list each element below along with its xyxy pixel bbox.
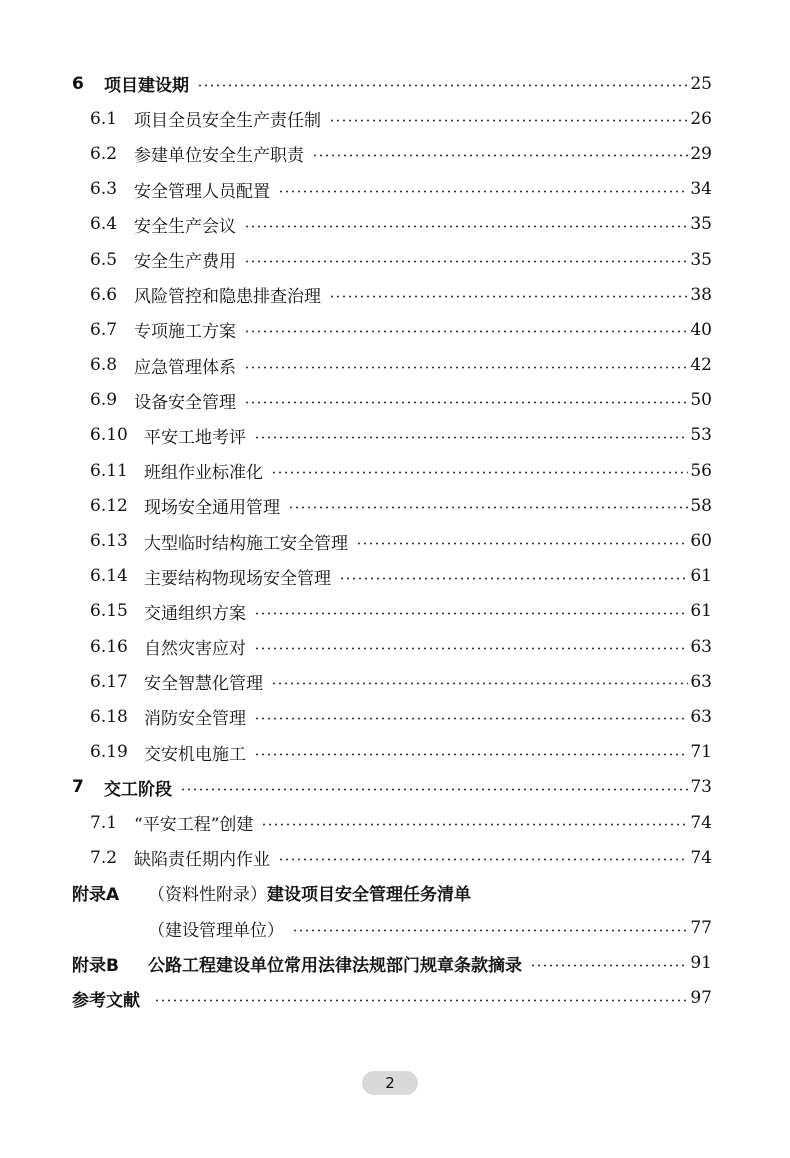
leader-dots (329, 119, 688, 122)
leader-dots (278, 190, 688, 193)
toc-note: （资料性附录） (148, 885, 267, 906)
toc-page: 74 (690, 812, 712, 833)
toc-page: 34 (690, 179, 712, 200)
toc-entry[interactable] (72, 418, 712, 453)
toc-title: 安全生产会议 (134, 216, 236, 237)
toc-number: 6.19 (90, 742, 128, 763)
toc-page: 35 (690, 214, 712, 235)
toc-page: 38 (690, 284, 712, 305)
toc-number: 6.5 (90, 249, 118, 270)
toc-number: 6.4 (90, 214, 118, 235)
toc-entry[interactable] (72, 207, 712, 242)
toc-page: 61 (690, 601, 712, 622)
toc-entry-references[interactable] (72, 981, 712, 1016)
leader-dots (356, 542, 688, 545)
table-of-contents (72, 66, 712, 1016)
leader-dots (288, 506, 688, 509)
toc-title: 建设项目安全管理任务清单 (267, 885, 471, 906)
toc-title: 设备安全管理 (134, 392, 236, 413)
toc-entry[interactable] (72, 277, 712, 312)
toc-page: 61 (690, 566, 712, 587)
toc-title: 班组作业标准化 (144, 463, 263, 484)
toc-page: 60 (690, 531, 712, 552)
toc-entry[interactable] (72, 735, 712, 770)
toc-entry[interactable] (72, 523, 712, 558)
toc-page: 77 (690, 918, 712, 939)
leader-dots (254, 647, 688, 650)
toc-title: 参考文献 (72, 990, 140, 1011)
leader-dots (244, 260, 688, 263)
toc-entry[interactable] (72, 664, 712, 699)
toc-number: 6.8 (90, 355, 118, 376)
toc-entry[interactable] (72, 172, 712, 207)
toc-title: 消防安全管理 (144, 709, 246, 730)
toc-number: 6.14 (90, 566, 128, 587)
toc-number: 6.2 (90, 143, 118, 164)
page-number-badge: 2 (362, 1071, 418, 1095)
toc-entry[interactable] (72, 348, 712, 383)
toc-number: 6.12 (90, 495, 128, 516)
toc-title: （建设管理单位） (148, 920, 284, 941)
toc-entry-appendix-b[interactable] (72, 946, 712, 981)
toc-entry[interactable] (72, 840, 712, 875)
toc-entry[interactable] (72, 629, 712, 664)
toc-page: 56 (690, 460, 712, 481)
toc-number: 6.6 (90, 284, 118, 305)
toc-number: 6.16 (90, 636, 128, 657)
leader-dots (312, 154, 688, 157)
toc-number: 6.13 (90, 531, 128, 552)
toc-page: 63 (690, 706, 712, 727)
leader-dots (339, 577, 688, 580)
leader-dots (244, 225, 688, 228)
toc-title: 大型临时结构施工安全管理 (144, 533, 348, 554)
toc-page: 74 (690, 847, 712, 868)
toc-number: 6.18 (90, 706, 128, 727)
toc-page: 25 (690, 73, 712, 94)
toc-page: 40 (690, 319, 712, 340)
toc-title: 项目全员安全生产责任制 (134, 111, 321, 132)
leader-dots (329, 295, 688, 298)
toc-number: 附录A (72, 885, 120, 906)
toc-page: 26 (690, 108, 712, 129)
toc-page: 58 (690, 495, 712, 516)
toc-number: 7.1 (90, 812, 118, 833)
toc-title: 安全管理人员配置 (134, 181, 270, 202)
toc-title: 参建单位安全生产职责 (134, 146, 304, 167)
leader-dots (292, 929, 688, 932)
leader-dots (154, 999, 688, 1002)
leader-dots (271, 471, 688, 474)
toc-title: 公路工程建设单位常用法律法规部门规章条款摘录 (148, 955, 522, 976)
toc-number: 6.11 (90, 460, 128, 481)
toc-number: 6.9 (90, 390, 118, 411)
toc-number: 6.17 (90, 671, 128, 692)
toc-title: 自然灾害应对 (144, 639, 246, 660)
leader-dots (254, 436, 688, 439)
toc-title: 平安工地考评 (144, 427, 246, 448)
leader-dots (197, 84, 688, 87)
toc-title: 交通组织方案 (144, 603, 246, 624)
toc-number: 6.3 (90, 179, 118, 200)
toc-number: 6.10 (90, 425, 128, 446)
toc-title: 安全生产费用 (134, 252, 236, 273)
toc-title: 应急管理体系 (134, 357, 236, 378)
toc-title: 交安机电施工 (144, 744, 246, 765)
section-7-entries (72, 805, 712, 875)
toc-page: 42 (690, 355, 712, 376)
leader-dots (261, 823, 688, 826)
leader-dots (254, 612, 688, 615)
toc-entry-6[interactable] (72, 66, 712, 101)
leader-dots (271, 682, 688, 685)
toc-entry[interactable] (72, 101, 712, 136)
toc-page: 35 (690, 249, 712, 270)
toc-entry[interactable] (72, 453, 712, 488)
toc-title: 缺陷责任期内作业 (134, 850, 270, 871)
section-6-entries (72, 101, 712, 770)
toc-page: 71 (690, 742, 712, 763)
toc-entry[interactable] (72, 383, 712, 418)
toc-title: 交工阶段 (104, 779, 172, 800)
leader-dots (244, 401, 688, 404)
toc-title: 项目建设期 (104, 76, 189, 97)
toc-page: 73 (690, 777, 712, 798)
leader-dots (254, 753, 688, 756)
toc-entry[interactable] (72, 805, 712, 840)
toc-page: 91 (690, 953, 712, 974)
toc-title: 专项施工方案 (134, 322, 236, 343)
toc-entry-7[interactable] (72, 770, 712, 805)
toc-page: 63 (690, 671, 712, 692)
toc-entry[interactable] (72, 242, 712, 277)
toc-entry[interactable] (72, 699, 712, 734)
leader-dots (254, 717, 688, 720)
toc-title: 风险管控和隐患排查治理 (134, 287, 321, 308)
toc-page: 63 (690, 636, 712, 657)
leader-dots (244, 330, 688, 333)
toc-entry[interactable] (72, 559, 712, 594)
toc-page: 97 (690, 988, 712, 1009)
leader-dots (278, 858, 688, 861)
toc-number: 附录B (72, 955, 119, 976)
leader-dots (180, 788, 688, 791)
toc-entry[interactable] (72, 594, 712, 629)
toc-number: 6.7 (90, 319, 118, 340)
toc-entry[interactable] (72, 312, 712, 347)
toc-title: “平安工程”创建 (134, 815, 254, 836)
toc-title: 安全智慧化管理 (144, 674, 263, 695)
toc-entry[interactable] (72, 136, 712, 171)
toc-number: 6.1 (90, 108, 118, 129)
toc-number: 6 (72, 73, 84, 94)
toc-number: 6.15 (90, 601, 128, 622)
leader-dots (530, 964, 688, 967)
toc-number: 7 (72, 777, 84, 798)
toc-page: 29 (690, 143, 712, 164)
toc-entry[interactable] (72, 488, 712, 523)
toc-entry-appendix-a-continued[interactable] (72, 911, 712, 946)
toc-title: 主要结构物现场安全管理 (144, 568, 331, 589)
toc-page: 53 (690, 425, 712, 446)
leader-dots (244, 366, 688, 369)
toc-number: 7.2 (90, 847, 118, 868)
toc-title: 现场安全通用管理 (144, 498, 280, 519)
toc-entry-appendix-a[interactable] (72, 875, 712, 910)
toc-page: 50 (690, 390, 712, 411)
